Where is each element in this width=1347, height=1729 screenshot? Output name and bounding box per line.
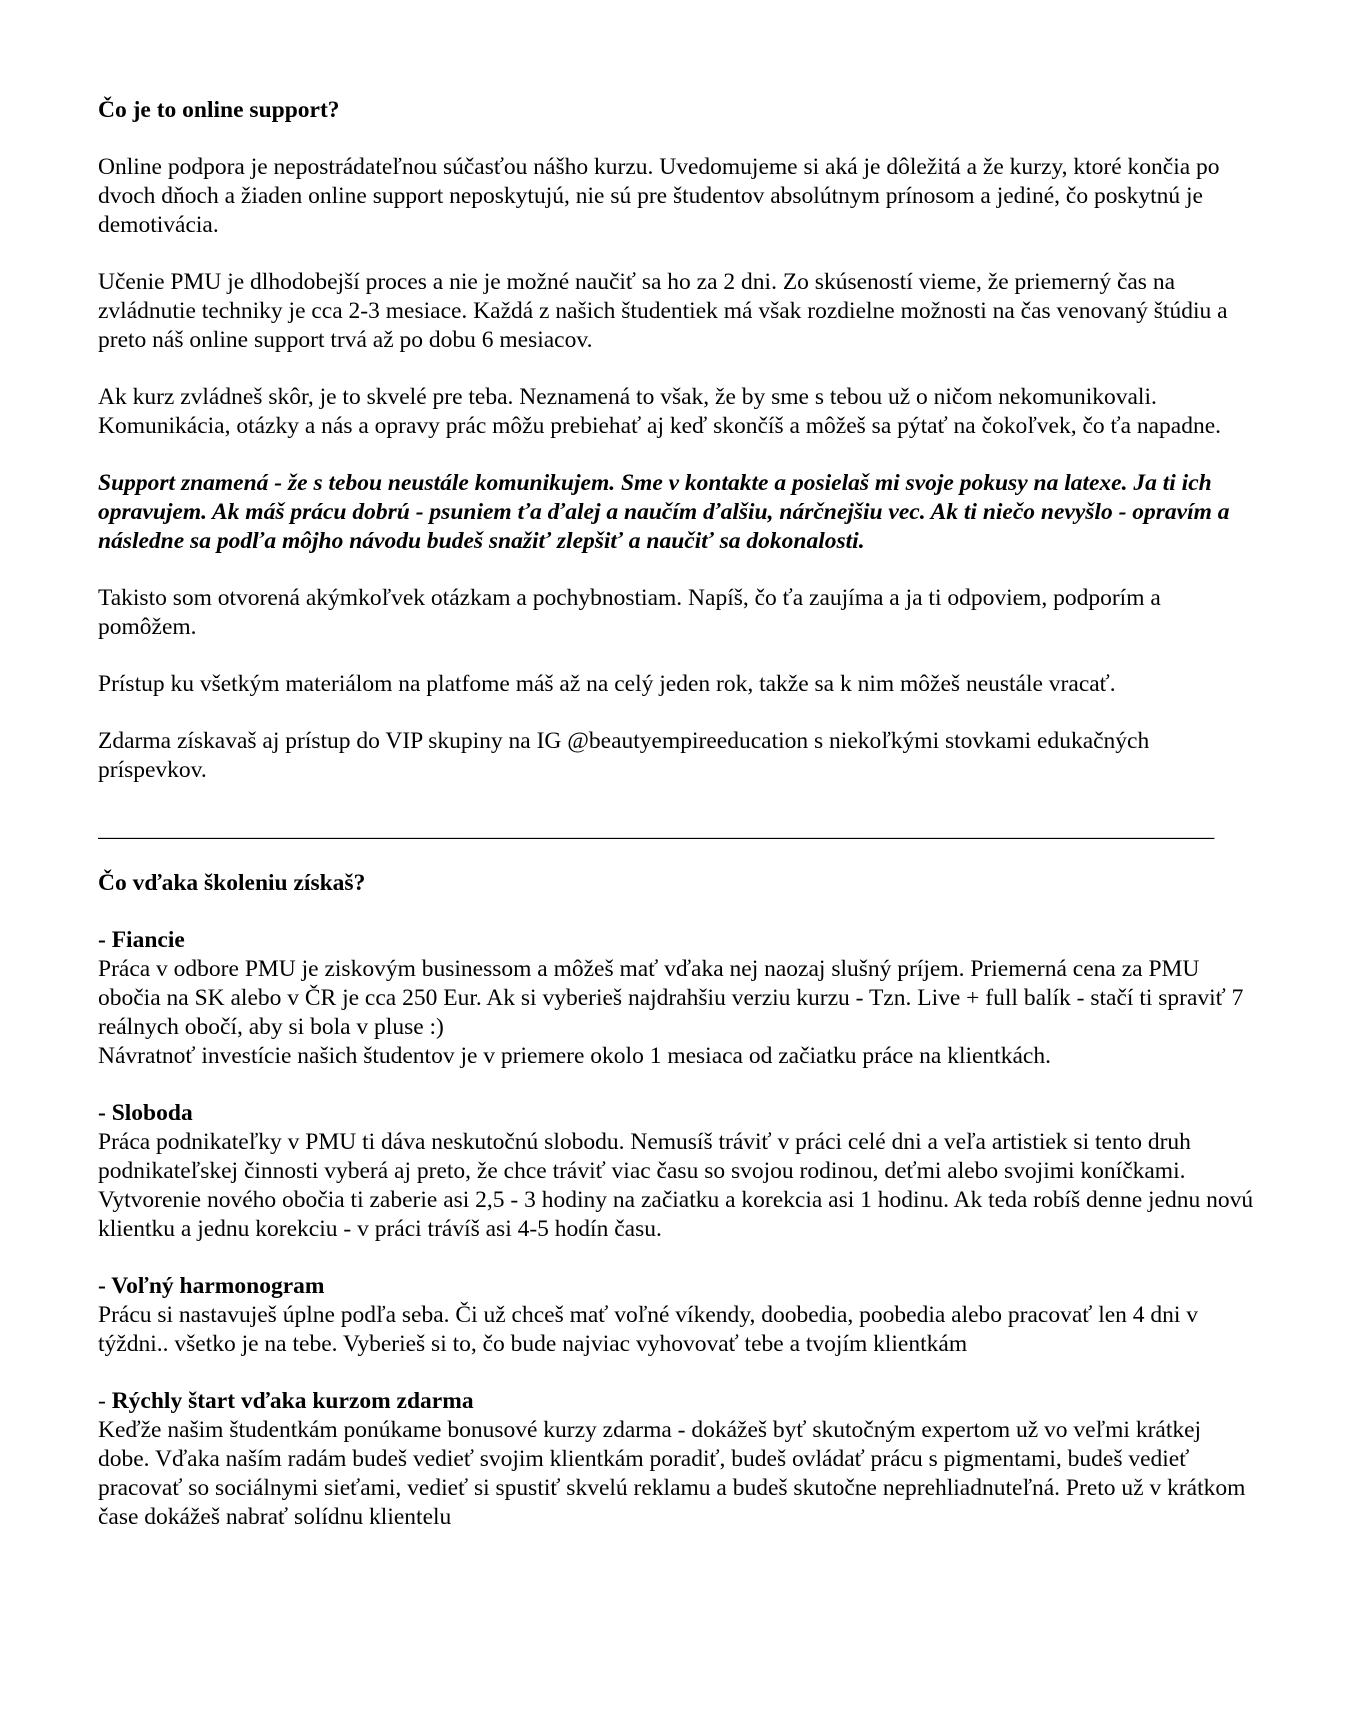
benefit-text: Práca v odbore PMU je ziskovým businessom a môžeš mať vďaka nej naozaj slušný príjem. Priemerná cena za PMU obočia na SK alebo v ČR je cca 250 Eur. Ak si vyberieš najdrahšiu verziu kurzu - Tzn. Live + full balík - stačí ti spraviť 7 reálnych obočí, aby si bola v pluse :) — [98, 956, 1244, 1040]
benefit-finance — [98, 926, 1258, 1071]
section-divider: _______________________________________________________________________________________________ — [98, 817, 1215, 841]
paragraph-materials-access: Prístup ku všetkým materiálom na platfome máš až na celý jeden rok, takže sa k nim môžeš neustále vracať. — [98, 671, 1116, 697]
paragraph-support-emphasis: Support znamená - že s tebou neustále komunikujem. Sme v kontakte a posielaš mi svoje pokusy na latexe. Ja ti ich opravujem. Ak máš prácu dobrú - psuniem ťa ďalej a naučím ďalšiu, nárčnejšiu vec. Ak ti niečo nevyšlo - opravím a následne sa podľa môjho návodu budeš snažiť zlepšiť a naučiť sa dokonalosti. — [98, 470, 1230, 554]
benefit-heading-text: Rýchly štart vďaka kurzom zdarma — [111, 1388, 474, 1414]
paragraph-online-support-intro: Online podpora je nepostrádateľnou súčasťou nášho kurzu. Uvedomujeme si aká je dôležitá a že kurzy, ktoré končia po dvoch dňoch a žiaden online support neposkytujú, nie sú pre študentov absolútnym prínosom a jediné, čo poskytnú je demotivácia. — [98, 154, 1220, 238]
benefit-text: Práca podnikateľky v PMU ti dáva neskutočnú slobodu. Nemusíš tráviť v práci celé dni a veľa artistiek si tento druh podnikateľskej činnosti vyberá aj preto, že chce tráviť viac času so svojou rodinou, deťmi alebo svojimi koníčkami. Vytvorenie nového obočia ti zaberie asi 2,5 - 3 hodiny na začiatku a korekcia asi 1 hodinu. Ak teda robíš denne jednu novú klientku a jednu korekciu - v práci trávíš asi 4-5 hodín času. — [98, 1129, 1254, 1242]
benefit-text: Keďže našim študentkám ponúkame bonusové kurzy zdarma - dokážeš byť skutočným expertom už vo veľmi krátkej dobe. Vďaka naším radám budeš vedieť svojim klientkám poradiť, budeš ovládať prácu s pigmentami, budeš vedieť pracovať so sociálnymi sieťami, vedieť si spustiť skvelú reklamu a budeš skutočne neprehliadnuteľná. Preto už v krátkom čase dokážeš nabrať solídnu klientelu — [98, 1417, 1246, 1530]
benefit-heading: - Sloboda — [98, 1100, 193, 1126]
paragraph-learning-duration: Učenie PMU je dlhodobejší proces a nie je možné naučiť sa ho za 2 dni. Zo skúseností vieme, že priemerný čas na zvládnutie techniky je cca 2-3 mesiace. Každá z našich študentiek má však rozdielne možnosti na čas venovaný štúdiu a preto náš online support trvá až po dobu 6 mesiacov. — [98, 269, 1228, 353]
benefit-heading — [98, 1387, 1258, 1416]
document-page — [98, 96, 1258, 1532]
benefit-freedom — [98, 1099, 1258, 1244]
section-title-benefits: Čo vďaka školeniu získaš? — [98, 870, 366, 896]
benefit-text: Návratnoť investície našich študentov je v priemere okolo 1 mesiaca od začiatku práce na klientkách. — [98, 1043, 1051, 1069]
section-title-online-support: Čo je to online support? — [98, 97, 340, 123]
paragraph-finish-early: Ak kurz zvládneš skôr, je to skvelé pre teba. Neznamená to však, že by sme s tebou už o ničom nekomunikovali. Komunikácia, otázky a nás a opravy prác môžu prebiehať aj keď skončíš a môžeš sa pýtať na čokoľvek, čo ťa napadne. — [98, 384, 1222, 439]
benefit-heading: - Voľný harmonogram — [98, 1273, 325, 1299]
benefit-schedule — [98, 1272, 1258, 1359]
benefit-text: Prácu si nastavuješ úplne podľa seba. Či už chceš mať voľné víkendy, doobedia, poobedia alebo pracovať len 4 dni v týždni.. všetko je na tebe. Vyberieš si to, čo bude najviac vyhovovať tebe a tvojím klientkám — [98, 1302, 1199, 1357]
benefit-quick-start — [98, 1387, 1258, 1532]
paragraph-open-questions: Takisto som otvorená akýmkoľvek otázkam a pochybnostiam. Napíš, čo ťa zaujíma a ja ti odpoviem, podporím a pomôžem. — [98, 585, 1161, 640]
benefit-heading: - Fiancie — [98, 927, 185, 953]
paragraph-vip-group: Zdarma získavaš aj prístup do VIP skupiny na IG @beautyempireeducation s niekoľkými stovkami edukačných príspevkov. — [98, 728, 1150, 783]
benefit-heading-prefix: - — [98, 1388, 112, 1414]
